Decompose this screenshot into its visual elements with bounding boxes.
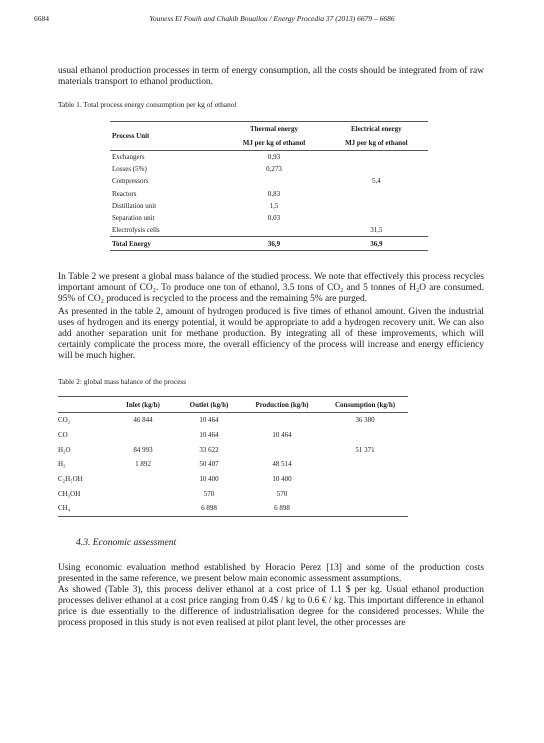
- table2-cell: 10 464: [272, 431, 292, 440]
- table1-total-thermal: 36,9: [223, 237, 324, 251]
- table1-cell-electrical: [325, 188, 428, 200]
- table-row: [58, 413, 408, 428]
- table1-header-thermal: Thermal energy: [223, 122, 324, 137]
- table2-header: [58, 397, 110, 413]
- table2-cell: 10 464: [199, 431, 219, 440]
- table-row: [58, 442, 408, 457]
- table2-cell: 10 400: [272, 475, 292, 484]
- paragraph-hydrogen: As presented in the table 2, amount of hydrogen produced is five times of ethanol amount. Given the industrial uses of hydrogen and its energy potential, it would be appropriate to add a hydrogen recovery unit. We can also add another separation unit for methane production. By integrating all of these improvements, which will certainly complicate the process more, the overall efficiency of the process will increase and energy efficiency will be much higher.: [58, 307, 484, 361]
- table2-cell-compound: H₂: [58, 460, 66, 469]
- running-title: Youness El Fouih and Chakib Bouallou / Energy Procedia 37 (2013) 6679 – 6686: [149, 14, 395, 23]
- table1-total-row: [110, 237, 428, 251]
- table1-cell-unit: Electrolysis cells: [112, 226, 160, 235]
- page-number: 6684: [34, 14, 49, 23]
- table2-caption: Table 2: global mass balance of the process: [58, 377, 187, 386]
- table1-cell-electrical: [325, 151, 428, 164]
- table1-cell-unit: Losses (5%): [112, 165, 147, 174]
- table1-cell-unit: Reactors: [112, 189, 137, 198]
- table-row: [110, 200, 428, 212]
- table1-cell-electrical: [325, 212, 428, 224]
- table2-cell: 6 898: [242, 501, 322, 516]
- paragraph-economic-method: Using economic evaluation method established by Horacio Perez [13] and some of the production costs presented in the same reference, we present below main economic assessment assumptions.: [58, 563, 484, 584]
- paragraph-cost-price: As showed (Table 3), this process deliver ethanol at a cost price of 1.1 $ per kg. Usual ethanol production processes deliver ethanol at a cost price ranging from 0.4$ / kg to 0.6 € / kg. This important difference in ethanol price is due essentially to the difference of industrialisation degree for the considered processes. While the process proposed in this study is not even realised at pilot plant level, the other processes are: [58, 585, 484, 628]
- table-row: [110, 163, 428, 175]
- table2-cell-compound: CO₂: [58, 416, 71, 425]
- table-row: [110, 188, 428, 200]
- table1-caption: Table 1. Total process energy consumption per kg of ethanol: [58, 100, 237, 109]
- table1-total-electrical: 36,9: [325, 237, 428, 251]
- table2-cell-compound: C₂H₅OH: [58, 475, 83, 484]
- table1-cell-thermal: [223, 175, 324, 187]
- table2-cell: [242, 442, 322, 457]
- table1-header-electrical: Electrical energy: [325, 122, 428, 137]
- table1-cell-unit: Separation unit: [112, 214, 155, 223]
- table-row: [58, 428, 408, 443]
- table2-cell: [110, 486, 176, 501]
- table1-cell-thermal: 0,03: [267, 214, 281, 223]
- table2-cell: 50 407: [199, 460, 219, 469]
- paragraph-intro: usual ethanol production processes in term of energy consumption, all the costs should be integrated from of raw materials transport to ethanol production.: [58, 66, 484, 87]
- table1-cell-thermal: 0,83: [267, 189, 281, 198]
- table1-cell-unit: Compressors: [112, 177, 149, 186]
- table2-cell: 51 371: [355, 445, 375, 454]
- table1-cell-thermal: 1,5: [269, 201, 279, 210]
- table2-cell: [110, 501, 176, 516]
- table1-header-thermal-unit: MJ per kg of ethanol: [223, 136, 324, 151]
- table1-cell-unit: Exchangers: [112, 153, 145, 162]
- table-row: [58, 472, 408, 487]
- table1-cell-electrical: 5,4: [371, 177, 381, 186]
- table2-cell: 36 380: [355, 416, 375, 425]
- table1-cell-electrical: [325, 200, 428, 212]
- table1-cell-thermal: 0,273: [266, 165, 282, 174]
- table-row: [58, 501, 408, 516]
- table1-cell-electrical: [325, 163, 428, 175]
- table-row: [58, 457, 408, 472]
- table2-cell-compound: H₂O: [58, 445, 71, 454]
- table1-header-electrical-unit: MJ per kg of ethanol: [325, 136, 428, 151]
- table2-cell: [110, 428, 176, 443]
- table2-cell: [242, 413, 322, 428]
- section-heading: 4.3. Economic assessment: [76, 537, 177, 548]
- table2-cell: 84 993: [133, 445, 153, 454]
- table-row: [58, 486, 408, 501]
- table2-header: Consumption (kg/h): [322, 397, 408, 413]
- table2-cell-compound: CH₃OH: [58, 489, 81, 498]
- table2-cell: 6 898: [176, 501, 242, 516]
- table2-cell: 570: [203, 489, 215, 498]
- table1-cell-electrical: 31,5: [370, 226, 383, 235]
- table2-header: Production (kg/h): [242, 397, 322, 413]
- table2-cell: [322, 501, 408, 516]
- table2-cell: 10 400: [199, 475, 219, 484]
- table2-cell: [110, 472, 176, 487]
- table2-cell: [322, 486, 408, 501]
- table1-cell-unit: Distillation unit: [112, 201, 157, 210]
- table-row: [110, 151, 428, 164]
- paragraph-mass-balance: In Table 2 we present a global mass balance of the studied process. We note that effectively this process recycles important amount of CO₂. To produce one ton of ethanol, 3.5 tons of CO₂ and 5 tonnes of H₂O are consumed. 95% of CO₂ produced is recycled to the process and the remaining 5% are purged.: [58, 272, 484, 304]
- table-row: [110, 224, 428, 237]
- table2-header: Outlet (kg/h): [176, 397, 242, 413]
- table2-cell: 48 514: [272, 460, 292, 469]
- table-mass-balance: [58, 396, 408, 517]
- table-row: [110, 175, 428, 187]
- table1-cell-thermal: 0,93: [267, 153, 281, 162]
- table2-cell: 10 464: [199, 416, 219, 425]
- table2-cell: [322, 457, 408, 472]
- table-row: [110, 212, 428, 224]
- table2-cell: 33 622: [199, 445, 219, 454]
- table2-cell: [322, 428, 408, 443]
- table2-cell: 46 844: [133, 416, 153, 425]
- table2-header: Inlet (kg/h): [110, 397, 176, 413]
- table1-cell-thermal: [223, 224, 324, 237]
- table2-cell-compound: CH₄: [58, 501, 110, 516]
- table1-header-unit: Process Unit: [110, 122, 223, 151]
- table2-cell-compound: CO: [58, 431, 68, 440]
- table2-cell: [322, 472, 408, 487]
- table1-total-label: Total Energy: [110, 237, 223, 251]
- table2-cell: 570: [276, 489, 288, 498]
- table-energy-consumption: [110, 121, 428, 251]
- table2-cell: 1 892: [135, 460, 151, 469]
